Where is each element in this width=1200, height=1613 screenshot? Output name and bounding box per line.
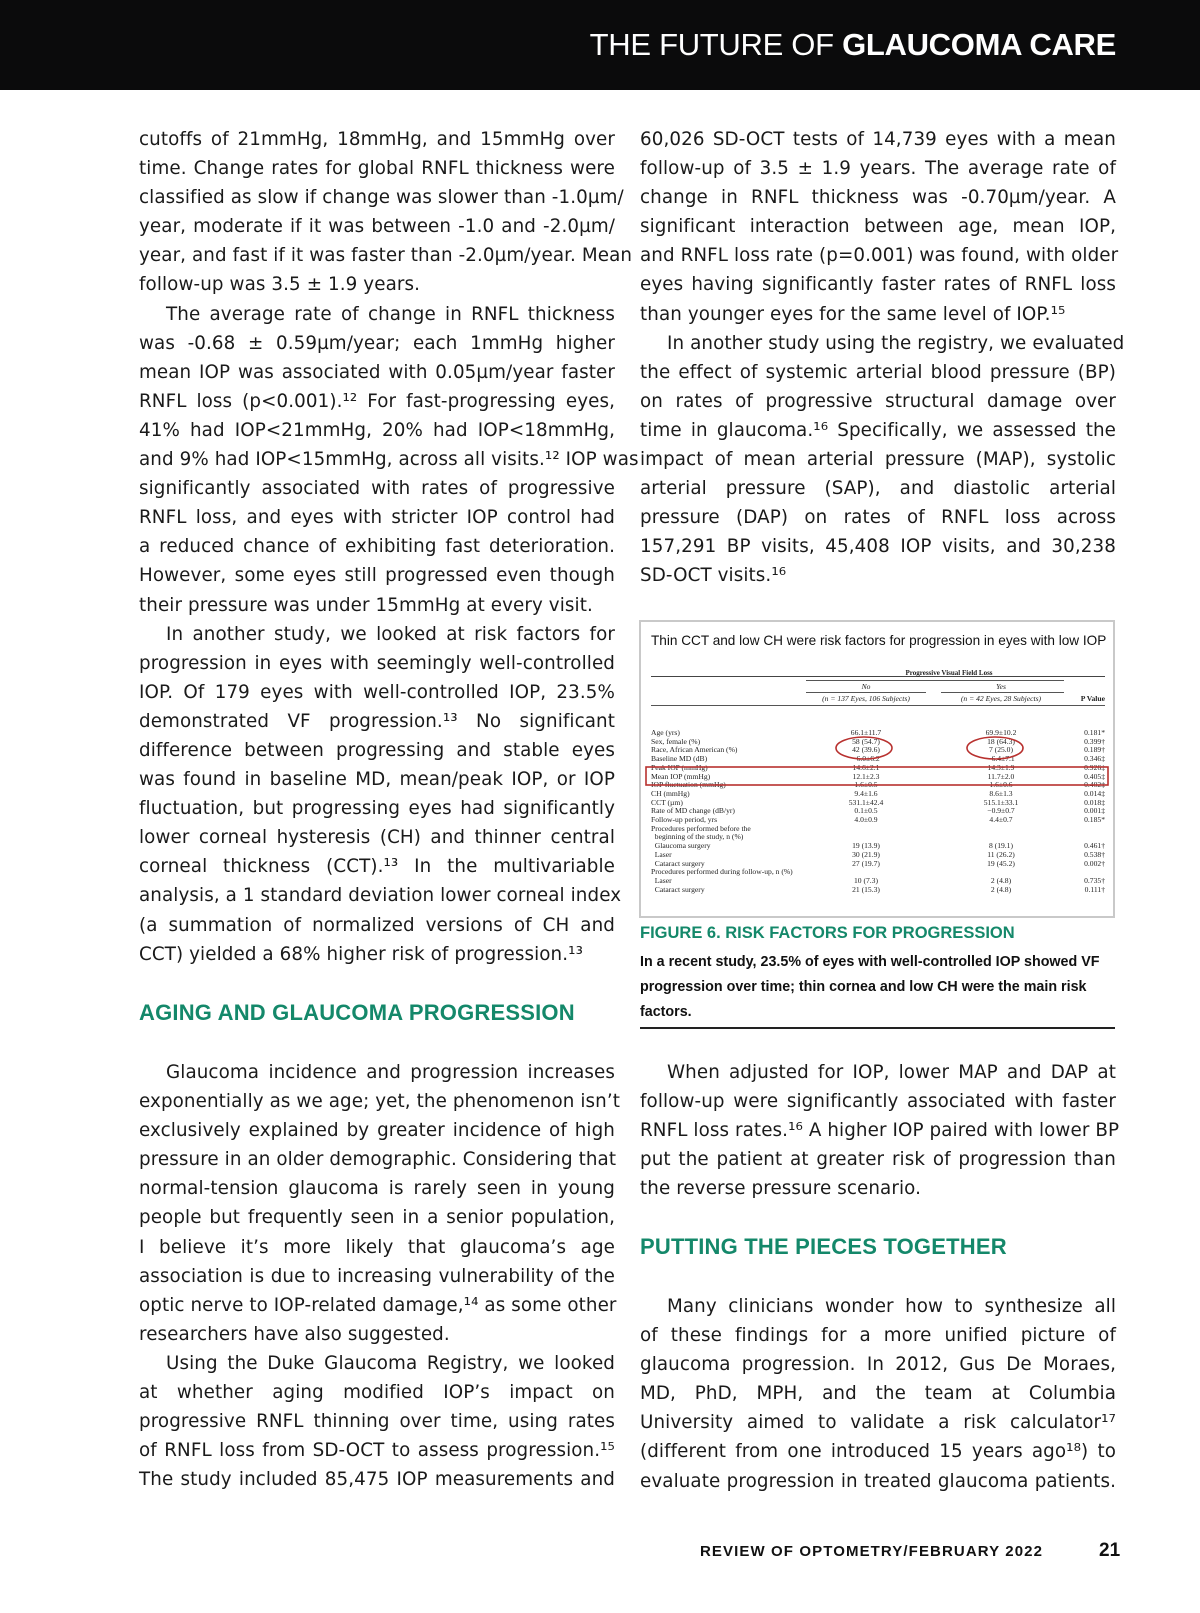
row-label: Baseline MD (dB) <box>651 754 708 764</box>
row-label: CCT (µm) <box>651 797 683 807</box>
text-line: CCT) yielded a 68% higher risk of progression.¹³ <box>139 943 584 965</box>
figure-caption-body: In a recent study, 23.5% of eyes with well-controlled IOP showed VF progression over time; thin cornea and low CH were the main risk factors. <box>640 954 1100 1020</box>
row-label: Rate of MD change (dB/yr) <box>651 806 735 816</box>
text-line: difference between progressing and stable eyes <box>139 739 615 761</box>
text-line: researchers have also suggested. <box>139 1323 450 1345</box>
p-value: 0.461† <box>1084 841 1105 851</box>
text-line: impact of mean arterial pressure (MAP), systolic <box>640 449 1116 471</box>
text-line: year, moderate if it was between -1.0 and -2.0µm/ <box>139 216 615 238</box>
text-line: However, some eyes still progressed even though <box>139 565 615 587</box>
figure-6-table-image <box>639 620 1115 918</box>
p-value: 0.926‡ <box>1084 762 1105 772</box>
text-line: and 9% had IOP<15mmHg, across all visits.¹² IOP was <box>139 449 639 471</box>
text-line: 60,026 SD-OCT tests of 14,739 eyes with a mean <box>640 129 1116 150</box>
value-yes: 14.3±1.9 <box>987 762 1015 772</box>
text-line: time in glaucoma.¹⁶ Specifically, we assessed the <box>640 419 1116 441</box>
value-yes: −0.9±0.7 <box>987 806 1015 816</box>
value-no: 30 (21.9) <box>852 849 880 859</box>
text-line: (different from one introduced 15 years ago¹⁸) to <box>640 1441 1116 1463</box>
text-line: demonstrated VF progression.¹³ No significant <box>139 710 615 732</box>
row-label: Cataract surgery <box>651 858 705 868</box>
page-header-bar <box>0 0 1200 90</box>
ellipse-yes-iop <box>967 737 1023 759</box>
text-line: the reverse pressure scenario. <box>640 1178 921 1200</box>
text-line: exclusively explained by greater incidence of high <box>139 1120 615 1142</box>
highlight-box-ch-cct <box>646 767 1108 785</box>
text-line: mean IOP was associated with 0.05µm/year faster <box>139 361 615 383</box>
text-line: follow-up was 3.5 ± 1.9 years. <box>139 274 421 296</box>
value-yes: 1.6±0.6 <box>989 780 1013 790</box>
footer-publication: REVIEW OF OPTOMETRY/FEBRUARY 2022 <box>700 1543 1044 1560</box>
text-line: RNFL loss, and eyes with stricter IOP control had <box>139 507 615 529</box>
text-line: optic nerve to IOP-related damage,¹⁴ as some other <box>139 1294 617 1316</box>
text-line: RNFL loss rates.¹⁶ A higher IOP paired with lower BP <box>640 1120 1120 1142</box>
text-line: Glaucoma incidence and progression increases <box>166 1062 615 1083</box>
running-title-bold: GLAUCOMA CARE <box>842 27 1116 62</box>
text-line: I believe it’s more likely that glaucoma’s age <box>139 1236 615 1258</box>
row-label: Glaucoma surgery <box>651 841 711 851</box>
text-line: lower corneal hysteresis (CH) and thinner central <box>139 827 615 849</box>
text-line: When adjusted for IOP, lower MAP and DAP at <box>667 1062 1116 1083</box>
text-line: pressure (DAP) on rates of RNFL loss across <box>640 507 1116 529</box>
row-label: beginning of the study, n (%) <box>651 832 744 842</box>
running-title <box>590 27 1116 63</box>
caption-rule <box>640 1027 1115 1029</box>
text-line: than younger eyes for the same level of IOP.¹⁵ <box>640 303 1066 325</box>
row-label: Cataract surgery <box>651 884 705 894</box>
section-heading-pieces: PUTTING THE PIECES TOGETHER <box>640 1234 1007 1259</box>
value-yes: 8.6±1.3 <box>989 788 1013 798</box>
value-no: 66.1±11.7 <box>850 728 882 737</box>
row-label: Race, African American (%) <box>651 745 738 755</box>
p-value: 0.735† <box>1084 875 1105 885</box>
p-value: 0.405‡ <box>1084 771 1105 781</box>
value-no: 12.1±2.3 <box>852 771 880 781</box>
value-yes: 2 (4.8) <box>990 884 1012 894</box>
text-line: year, and fast if it was faster than -2.0µm/year. Mean <box>139 245 633 267</box>
section-heading-aging: AGING AND GLAUCOMA PROGRESSION <box>139 1000 575 1025</box>
value-no: 4.0±0.9 <box>854 815 878 824</box>
value-no: 58 (54.7) <box>852 736 880 746</box>
col-no: No <box>861 682 871 691</box>
p-value: 0.014‡ <box>1084 788 1105 798</box>
p-value: 0.402‡ <box>1084 780 1105 790</box>
text-line: change in RNFL thickness was -0.70µm/year. A <box>640 187 1116 209</box>
value-yes: 11.7±2.0 <box>987 771 1015 781</box>
value-no: 42 (39.6) <box>852 745 880 755</box>
value-yes: 2 (4.8) <box>990 875 1012 885</box>
text-line: significant interaction between age, mean IOP, <box>640 216 1116 238</box>
right-column-middle <box>640 1058 1120 1203</box>
value-no: 1.6±0.5 <box>854 780 878 790</box>
group-header: Progressive Visual Field Loss <box>905 669 993 677</box>
p-value: 0.185* <box>1084 815 1105 824</box>
text-line: IOP. Of 179 eyes with well-controlled IOP, 23.5% <box>139 681 615 703</box>
p-value: 0.181* <box>1084 728 1105 737</box>
right-column-top <box>640 125 1125 591</box>
value-yes: 18 (64.3) <box>987 736 1015 746</box>
text-line: was -0.68 ± 0.59µm/year; each 1mmHg higher <box>139 332 615 354</box>
text-line: put the patient at greater risk of progression than <box>640 1149 1116 1171</box>
right-column-bottom <box>640 1292 1116 1496</box>
value-no: 14.6±2.1 <box>852 762 880 772</box>
text-line: 41% had IOP<21mmHg, 20% had IOP<18mmHg, <box>139 419 615 441</box>
text-line: pressure in an older demographic. Considering that <box>139 1149 617 1171</box>
text-line: people but frequently seen in a senior population, <box>139 1207 615 1229</box>
text-line: MD, PhD, MPH, and the team at Columbia <box>640 1383 1116 1405</box>
page-number: 21 <box>1099 1540 1121 1561</box>
p-value: 0.002† <box>1084 858 1105 868</box>
p-value: 0.001‡ <box>1084 806 1105 816</box>
text-line: the effect of systemic arterial blood pressure (BP) <box>640 361 1116 383</box>
value-yes: 515.1±33.1 <box>983 797 1019 807</box>
value-no: 19 (13.9) <box>852 841 880 851</box>
p-value-header: P Value <box>1080 694 1105 703</box>
value-yes: −6.4±7.1 <box>987 754 1015 764</box>
value-no: 27 (19.7) <box>852 858 880 868</box>
row-label: Peak IOP (mmHg) <box>651 762 708 772</box>
value-no: 531.1±42.4 <box>848 797 884 807</box>
text-line: and RNFL loss rate (p=0.001) was found, with older <box>640 245 1119 267</box>
text-line: progression in eyes with seemingly well-controlled <box>139 652 615 674</box>
text-line: The study included 85,475 IOP measurements and <box>139 1469 615 1491</box>
text-line: classified as slow if change was slower than -1.0µm/ <box>139 187 624 209</box>
value-yes: 11 (26.2) <box>987 849 1015 859</box>
text-line: Many clinicians wonder how to synthesize all <box>667 1296 1116 1317</box>
row-label: Mean IOP (mmHg) <box>651 771 711 781</box>
text-line: (a summation of normalized versions of CH and <box>139 914 615 936</box>
figure-caption-heading: FIGURE 6. RISK FACTORS FOR PROGRESSION <box>640 924 1015 942</box>
left-column-top <box>139 125 639 969</box>
p-value: 0.346‡ <box>1084 754 1105 764</box>
row-label: CH (mmHg) <box>651 788 690 798</box>
p-value: 0.018‡ <box>1084 797 1105 807</box>
p-value: 0.111† <box>1084 884 1105 894</box>
text-line: cutoffs of 21mmHg, 18mmHg, and 15mmHg over <box>139 129 615 150</box>
text-line: normal-tension glaucoma is rarely seen in young <box>139 1178 615 1200</box>
value-no: 21 (15.3) <box>852 884 880 894</box>
annotation-overlay <box>641 622 1113 916</box>
row-label: Age (yrs) <box>651 728 680 737</box>
text-line: eyes having significantly faster rates of RNFL loss <box>640 274 1116 296</box>
text-line: association is due to increasing vulnerability of the <box>139 1265 615 1287</box>
row-label: Procedures performed during follow-up, n (%) <box>651 867 793 877</box>
value-no: −6.0±6.2 <box>852 754 880 764</box>
value-yes: 7 (25.0) <box>988 745 1014 755</box>
n-yes: (n = 42 Eyes, 28 Subjects) <box>960 694 1042 703</box>
text-line: RNFL loss (p<0.001).¹² For fast-progressing eyes, <box>139 390 615 412</box>
text-line: In another study using the registry, we evaluated <box>667 332 1125 354</box>
p-value: 0.399† <box>1084 736 1105 746</box>
left-column-bottom <box>139 1058 621 1494</box>
value-no: 0.1±0.5 <box>854 806 878 816</box>
row-label: Follow-up period, yrs <box>651 815 718 824</box>
value-yes: 19 (45.2) <box>987 858 1015 868</box>
text-line: of these findings for a more unified picture of <box>640 1325 1116 1347</box>
text-line: exponentially as we age; yet, the phenomenon isn’t <box>139 1091 621 1113</box>
value-yes: 4.4±0.7 <box>989 815 1013 824</box>
p-value: 0.189† <box>1084 745 1105 755</box>
text-line: at whether aging modified IOP’s impact on <box>139 1382 615 1404</box>
text-line: Using the Duke Glaucoma Registry, we looked <box>166 1352 615 1374</box>
value-yes: 69.9±10.2 <box>985 728 1017 737</box>
col-yes: Yes <box>996 682 1006 691</box>
text-line: follow-up were significantly associated with faster <box>640 1091 1116 1113</box>
text-line: analysis, a 1 standard deviation lower corneal index <box>139 885 622 907</box>
row-label: Procedures performed before the <box>651 823 751 833</box>
text-line: significantly associated with rates of progressive <box>139 478 615 500</box>
text-line: their pressure was under 15mmHg at every visit. <box>139 594 593 616</box>
text-line: follow-up of 3.5 ± 1.9 years. The average rate of <box>640 158 1116 180</box>
figure-title: Thin CCT and low CH were risk factors for progression in eyes with low IOP <box>651 633 1107 648</box>
value-no: 10 (7.3) <box>853 875 879 885</box>
p-value: 0.538† <box>1084 849 1105 859</box>
text-line: was found in baseline MD, mean/peak IOP, or IOP <box>139 769 615 791</box>
text-line: progressive RNFL thinning over time, using rates <box>139 1411 615 1433</box>
text-line: In another study, we looked at risk factors for <box>166 623 615 645</box>
value-yes: 8 (19.1) <box>988 841 1014 851</box>
text-line: a reduced chance of exhibiting fast deterioration. <box>139 536 615 558</box>
text-line: University aimed to validate a risk calculator¹⁷ <box>640 1412 1116 1434</box>
row-label: IOP fluctuation (mmHg) <box>651 780 726 790</box>
text-line: on rates of progressive structural damage over <box>640 390 1116 412</box>
row-label: Sex, female (%) <box>651 736 701 746</box>
text-line: The average rate of change in RNFL thickness <box>166 303 615 325</box>
text-line: SD-OCT visits.¹⁶ <box>640 565 787 587</box>
text-line: glaucoma progression. In 2012, Gus De Moraes, <box>640 1354 1116 1376</box>
text-line: time. Change rates for global RNFL thickness were <box>139 158 615 180</box>
text-line: of RNFL loss from SD-OCT to assess progression.¹⁵ <box>139 1440 615 1462</box>
n-no: (n = 137 Eyes, 106 Subjects) <box>822 694 910 703</box>
text-line: 157,291 BP visits, 45,408 IOP visits, and 30,238 <box>640 536 1116 558</box>
row-label: Laser <box>651 849 672 859</box>
row-label: Laser <box>651 875 672 885</box>
ellipse-no-iop <box>836 737 892 759</box>
text-line: evaluate progression in treated glaucoma patients. <box>640 1470 1116 1492</box>
text-line: fluctuation, but progressing eyes had significantly <box>139 798 615 820</box>
text-line: arterial pressure (SAP), and diastolic arterial <box>640 478 1116 500</box>
text-line: corneal thickness (CCT).¹³ In the multivariable <box>139 856 615 878</box>
running-title-light: THE FUTURE OF <box>589 27 843 62</box>
value-no: 9.4±1.6 <box>854 788 878 798</box>
